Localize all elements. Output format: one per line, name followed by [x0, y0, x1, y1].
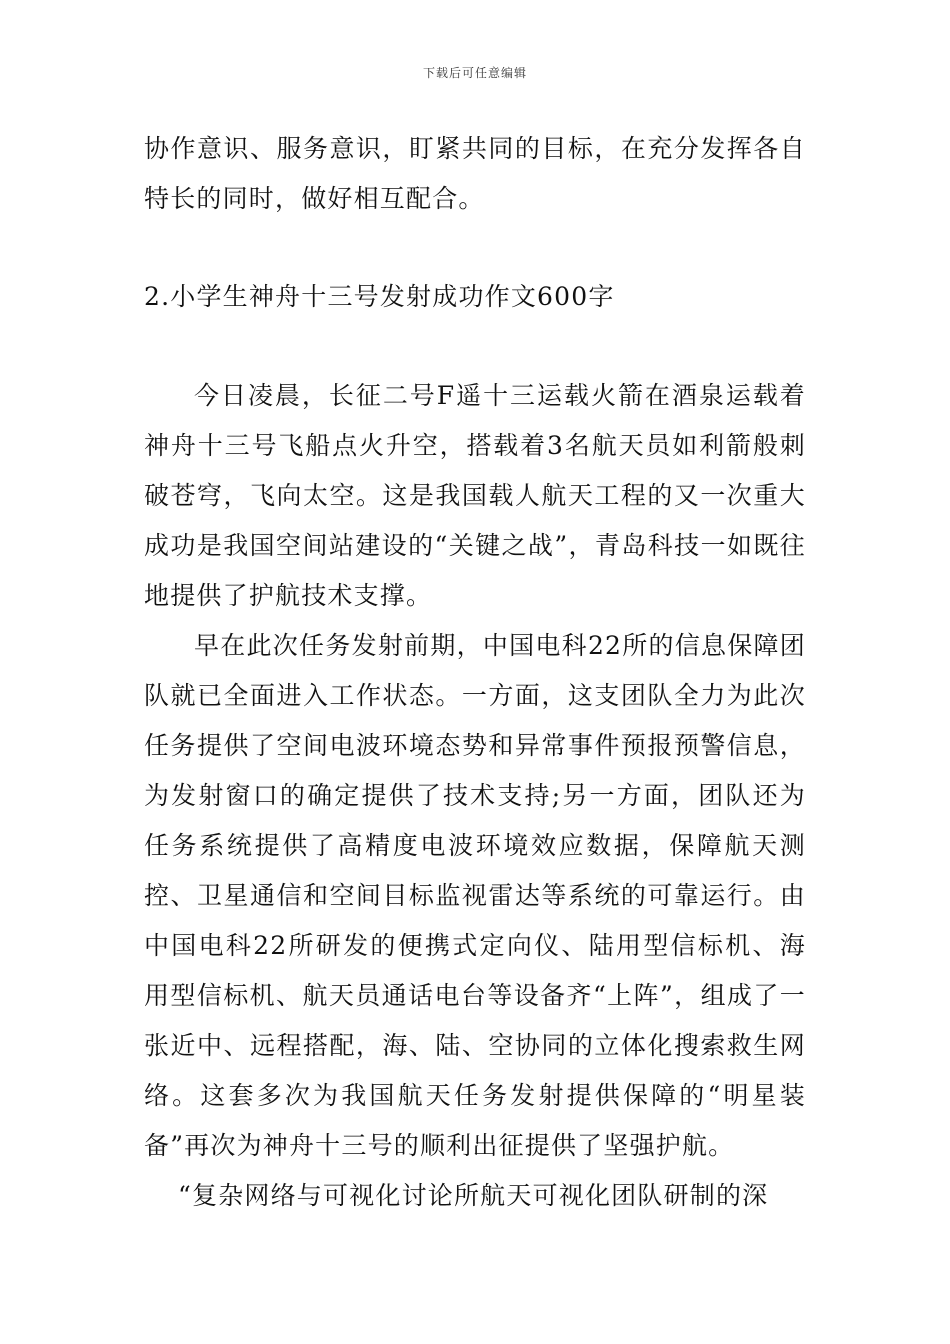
- section-heading-block: [144, 272, 806, 322]
- article-paragraph-3: “复杂网络与可视化讨论所航天可视化团队研制的深: [178, 1181, 769, 1210]
- continuation-block: [144, 124, 806, 224]
- article-body: [144, 371, 806, 1221]
- page-header: 下载后可任意编辑: [422, 66, 527, 80]
- section-heading: 2.小学生神舟十三号发射成功作文600字: [144, 282, 615, 311]
- continuation-paragraph: 协作意识、服务意识，盯紧共同的目标，在充分发挥各自特长的同时，做好相互配合。: [144, 134, 806, 213]
- article-paragraph-1: 今日凌晨，长征二号F遥十三运载火箭在酒泉运载着神舟十三号飞船点火升空，搭载着3名航天员如利箭般刺破苍穹，飞向太空。这是我国载人航天工程的又一次重大成功是我国空间站建设的“关键之战”，青岛科技一如既往地提供了护航技术支撑。: [144, 381, 806, 610]
- article-paragraph-2: 早在此次任务发射前期，中国电科22所的信息保障团队就已全面进入工作状态。一方面，这支团队全力为此次任务提供了空间电波环境态势和异常事件预报预警信息，为发射窗口的确定提供了技术支持;另一方面，团队还为任务系统提供了高精度电波环境效应数据，保障航天测控、卫星通信和空间目标监视雷达等系统的可靠运行。由中国电科22所研发的便携式定向仪、陆用型信标机、海用型信标机、航天员通话电台等设备齐“上阵”，组成了一张近中、远程搭配，海、陆、空协同的立体化搜索救生网络。这套多次为我国航天任务发射提供保障的“明星装备”再次为神舟十三号的顺利出征提供了坚强护航。: [144, 631, 806, 1160]
